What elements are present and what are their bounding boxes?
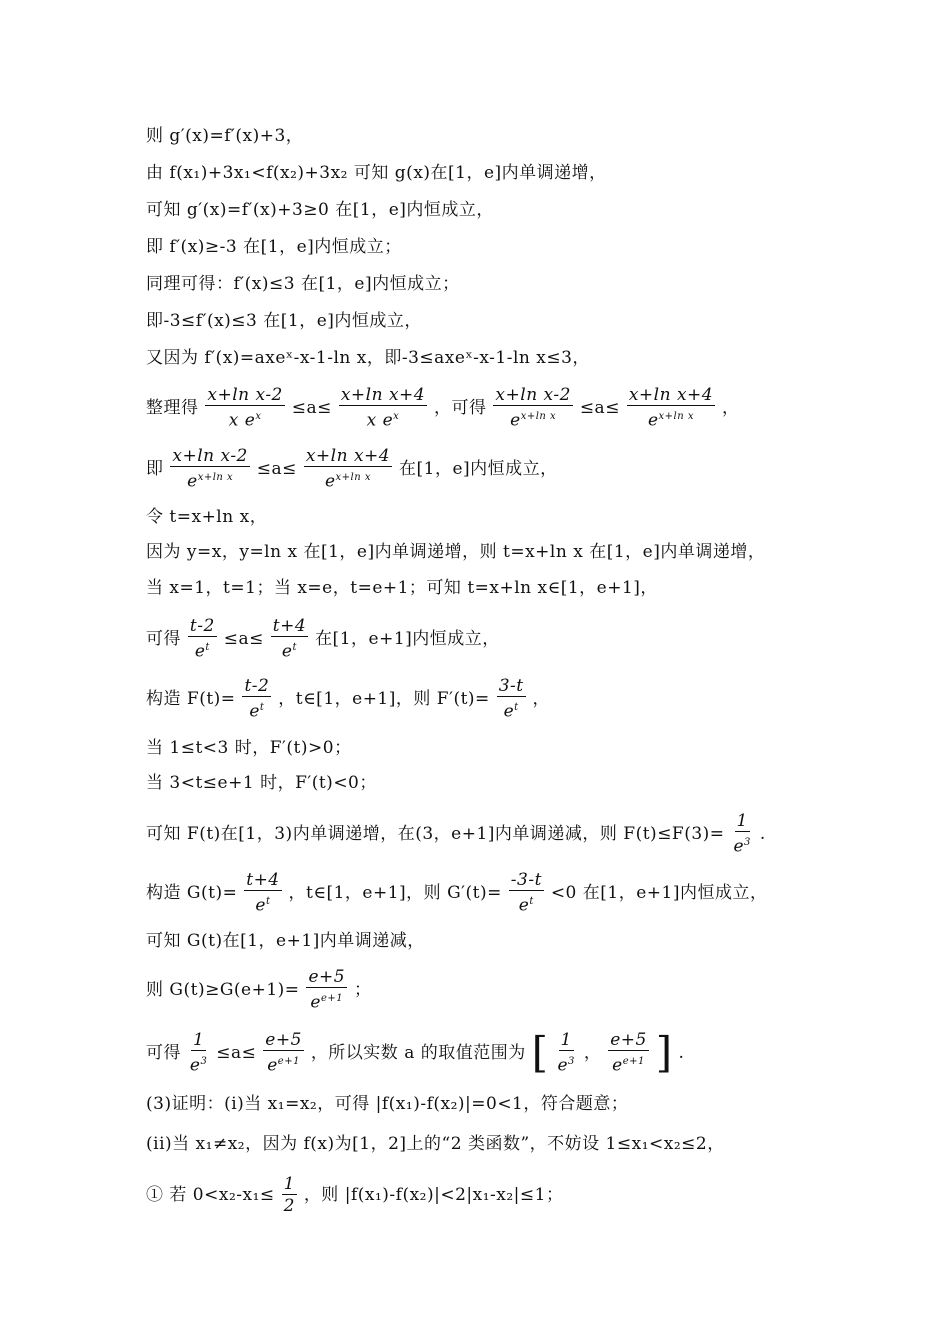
numerator: e+5 bbox=[265, 1030, 302, 1050]
fraction bbox=[188, 1030, 209, 1077]
text-span: ，可得 bbox=[434, 397, 487, 418]
denominator: $e^3$ bbox=[189, 1055, 208, 1076]
text-span: ， bbox=[532, 688, 551, 709]
text-line: 则 g′(x)=f′(x)+3， bbox=[146, 126, 304, 146]
denominator: $e^t$ bbox=[281, 641, 297, 662]
text-span: ，t∈[1，e+1]，则 F′(t)= bbox=[278, 688, 490, 709]
text-line: 当 x=1，t=1；当 x=e，t=e+1；可知 t=x+ln x∈[1，e+1]， bbox=[146, 578, 658, 598]
denominator: $e^3$ bbox=[557, 1055, 575, 1076]
fraction bbox=[627, 385, 715, 432]
text-span: 即 bbox=[146, 458, 164, 479]
text-span: . bbox=[759, 823, 766, 844]
text-line: (3)证明：(i)当 x₁=x₂，可得 |f(x₁)-f(x₂)|=0<1，符合题意； bbox=[146, 1094, 629, 1114]
text-line: 当 1≤t<3 时，F′(t)>0； bbox=[146, 738, 352, 758]
text-line: 由 f(x₁)+3x₁<f(x₂)+3x₂ 可知 g(x)在[1，e]内单调递增， bbox=[146, 163, 607, 183]
numerator: x+ln x+4 bbox=[340, 385, 426, 405]
fraction bbox=[282, 1174, 297, 1217]
text-line: 因为 y=x，y=ln x 在[1，e]内单调递增，则 t=x+ln x 在[1，e]内单调递增， bbox=[146, 542, 766, 562]
denominator: $e^{x+ln x}$ bbox=[510, 410, 557, 431]
text-line: (ii)当 x₁≠x₂，因为 f(x)为[1，2]上的“2 类函数”，不妨设 1≤x₁<x₂≤2， bbox=[146, 1134, 725, 1154]
numerator: e+5 bbox=[610, 1030, 647, 1050]
equation-line bbox=[146, 967, 371, 1014]
denominator: $e^t$ bbox=[194, 641, 210, 662]
text-span: <0 在[1，e+1]内恒成立， bbox=[550, 882, 768, 903]
fraction bbox=[731, 811, 752, 858]
numerator: x+ln x-2 bbox=[172, 446, 248, 466]
equation-line bbox=[146, 870, 767, 917]
text-line: 可知 G(t)在[1，e+1]内单调递减， bbox=[146, 931, 425, 951]
equation-line bbox=[146, 676, 550, 723]
denominator: 2 bbox=[283, 1196, 295, 1216]
fraction bbox=[304, 446, 392, 493]
numerator: 3-t bbox=[498, 676, 524, 696]
numerator: t+4 bbox=[246, 870, 280, 890]
numerator: 1 bbox=[283, 1174, 295, 1194]
denominator: x $e^x$ bbox=[228, 410, 262, 431]
denominator: $e^t$ bbox=[503, 701, 519, 722]
fraction bbox=[263, 1030, 304, 1077]
denominator: x $e^x$ bbox=[366, 410, 400, 431]
equation-line bbox=[146, 446, 558, 493]
denominator: $e^{x+ln x}$ bbox=[647, 410, 694, 431]
denominator: $e^{e+1}$ bbox=[612, 1055, 645, 1076]
text-span: ≤a≤ bbox=[291, 397, 332, 418]
denominator: $e^3$ bbox=[733, 836, 751, 857]
numerator: 1 bbox=[736, 811, 748, 831]
numerator: x+ln x+4 bbox=[628, 385, 714, 405]
numerator: 1 bbox=[560, 1030, 572, 1050]
text-line: 即 f′(x)≥-3 在[1，e]内恒成立； bbox=[146, 237, 402, 257]
equation-line bbox=[146, 385, 740, 432]
numerator: 1 bbox=[192, 1030, 205, 1050]
text-span: 在[1，e]内恒成立， bbox=[399, 458, 558, 479]
numerator: x+ln x-2 bbox=[495, 385, 571, 405]
numerator: t-2 bbox=[189, 616, 215, 636]
numerator: t+4 bbox=[272, 616, 307, 636]
text-span: ≤a≤ bbox=[223, 628, 264, 649]
denominator: $e^t$ bbox=[518, 895, 534, 916]
text-span: ， bbox=[583, 1042, 602, 1063]
denominator: $e^t$ bbox=[249, 701, 265, 722]
text-span: 构造 G(t)= bbox=[146, 882, 238, 903]
fraction bbox=[555, 1030, 576, 1077]
text-span: ≤a≤ bbox=[216, 1042, 257, 1063]
fraction bbox=[509, 870, 544, 917]
text-span: ，t∈[1，e+1]，则 G′(t)= bbox=[288, 882, 502, 903]
fraction bbox=[608, 1030, 649, 1077]
text-span: 整理得 bbox=[146, 397, 199, 418]
fraction bbox=[170, 446, 249, 493]
fraction bbox=[497, 676, 526, 723]
numerator: e+5 bbox=[308, 967, 346, 987]
numerator: -3-t bbox=[510, 870, 542, 890]
numerator: x+ln x+4 bbox=[305, 446, 391, 466]
fraction bbox=[244, 870, 281, 917]
text-span: ≤a≤ bbox=[579, 397, 620, 418]
fraction bbox=[188, 616, 217, 663]
equation-line bbox=[146, 616, 500, 663]
fraction bbox=[242, 676, 271, 723]
right-bracket: ] bbox=[655, 1028, 673, 1078]
fraction bbox=[205, 385, 284, 432]
denominator: $e^{x+ln x}$ bbox=[324, 471, 371, 492]
equation-line bbox=[146, 1174, 563, 1217]
text-span: ，所以实数 a 的取值范围为 bbox=[310, 1042, 526, 1063]
text-span: ； bbox=[353, 979, 372, 1000]
numerator: x+ln x-2 bbox=[207, 385, 283, 405]
equation-line bbox=[146, 1030, 684, 1077]
fraction bbox=[306, 967, 347, 1014]
text-span: ≤a≤ bbox=[256, 458, 297, 479]
text-span: ，则 |f(x₁)-f(x₂)|<2|x₁-x₂|≤1； bbox=[303, 1185, 564, 1205]
text-span: ① 若 0<x₂-x₁≤ bbox=[146, 1185, 275, 1205]
text-span: 则 G(t)≥G(e+1)= bbox=[146, 979, 300, 1000]
text-span: 可得 bbox=[146, 628, 181, 649]
fraction bbox=[339, 385, 427, 432]
text-span: ， bbox=[722, 397, 740, 418]
text-span: . bbox=[678, 1042, 685, 1063]
text-span: 可知 F(t)在[1，3)内单调递增，在(3，e+1]内单调递减，则 F(t)≤F(3)= bbox=[146, 823, 725, 844]
denominator: $e^{x+ln x}$ bbox=[187, 471, 234, 492]
fraction bbox=[493, 385, 572, 432]
text-line: 当 3<t≤e+1 时，F′(t)<0； bbox=[146, 773, 377, 793]
text-line: 又因为 f′(x)=axeˣ-x-1-ln x，即-3≤axeˣ-x-1-ln x≤3， bbox=[146, 348, 590, 368]
denominator: $e^t$ bbox=[255, 895, 271, 916]
left-bracket: [ bbox=[531, 1028, 549, 1078]
numerator: t-2 bbox=[244, 676, 270, 696]
fraction bbox=[271, 616, 308, 663]
text-line: 令 t=x+ln x， bbox=[146, 507, 268, 527]
equation-line bbox=[146, 811, 766, 858]
text-line: 同理可得：f′(x)≤3 在[1，e]内恒成立； bbox=[146, 274, 460, 294]
denominator: $e^{e+1}$ bbox=[267, 1055, 300, 1076]
text-line: 即-3≤f′(x)≤3 在[1，e]内恒成立， bbox=[146, 311, 422, 331]
text-span: 构造 F(t)= bbox=[146, 688, 236, 709]
denominator: $e^{e+1}$ bbox=[310, 992, 344, 1013]
text-span: 在[1，e+1]内恒成立， bbox=[315, 628, 500, 649]
text-span: 可得 bbox=[146, 1042, 181, 1063]
text-line: 可知 g′(x)=f′(x)+3≥0 在[1，e]内恒成立， bbox=[146, 200, 494, 220]
